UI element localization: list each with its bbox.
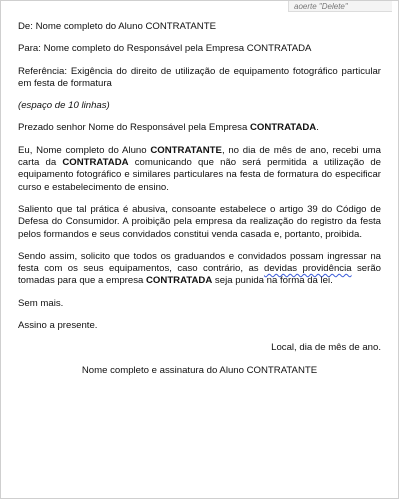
spellcheck-underlined-text[interactable]: devidas providência <box>264 263 352 275</box>
p3-bold-1: CONTRATADA <box>146 275 213 287</box>
signature-line: Nome completo e assinatura do Aluno CONTRATANTE <box>81 364 318 376</box>
delete-hint-tooltip: aoerte "Delete" <box>288 1 392 12</box>
p1-bold-1: CONTRATANTE <box>150 144 222 156</box>
p1-text-2: , no dia de mês de ano, recebi uma carta da <box>18 144 381 169</box>
closing-line-1: Sem mais. <box>18 297 64 309</box>
salutation-prefix: Prezado senhor Nome do Responsável pela Empresa <box>18 122 250 134</box>
p1-text-1: Eu, Nome completo do Aluno <box>18 144 151 156</box>
salutation-suffix: . <box>316 122 319 134</box>
to-line: Para: Nome completo do Responsável pela Empresa CONTRATADA <box>18 43 312 55</box>
closing-line-2: Assino a presente. <box>18 320 98 332</box>
letter-body <box>18 21 381 387</box>
paragraph-1 <box>18 145 381 194</box>
place-date: Local, dia de mês de ano. <box>271 342 381 354</box>
spacing-note: (espaço de 10 linhas) <box>18 100 110 112</box>
p1-text-3: comunicando que não será permitida a utilização de equipamento fotográfico e similares particulares na festa de formatura do especificar curso e estabelecimento de ensino. <box>18 157 381 193</box>
paragraph-3 <box>18 251 381 288</box>
p3-text-1: Sendo assim, solicito que todos os graduandos e convidados possam ingressar na festa com os seus equipamentos, caso contrário, as <box>18 250 381 275</box>
p1-bold-2: CONTRATADA <box>62 157 129 169</box>
from-line: De: Nome completo do Aluno CONTRATANTE <box>18 21 216 32</box>
salutation-bold: CONTRATADA <box>249 122 317 134</box>
p3-text-3: seja punida na forma da lei. <box>212 275 333 287</box>
reference-line: Referência: Exigência do direito de utilização de equipamento fotográfico particular em festa de formatura <box>18 65 381 89</box>
paragraph-2: Saliento que tal prática é abusiva, consoante estabelece o artigo 39 do Código de Defesa do Consumidor. A proibição pela empresa da realização do registro da festa pelos formandos e seus convidados constitui venda casada e, portanto, proibida. <box>18 203 381 240</box>
salutation <box>18 122 381 134</box>
p3-text-2: serão tomadas para que a empresa <box>18 263 381 287</box>
